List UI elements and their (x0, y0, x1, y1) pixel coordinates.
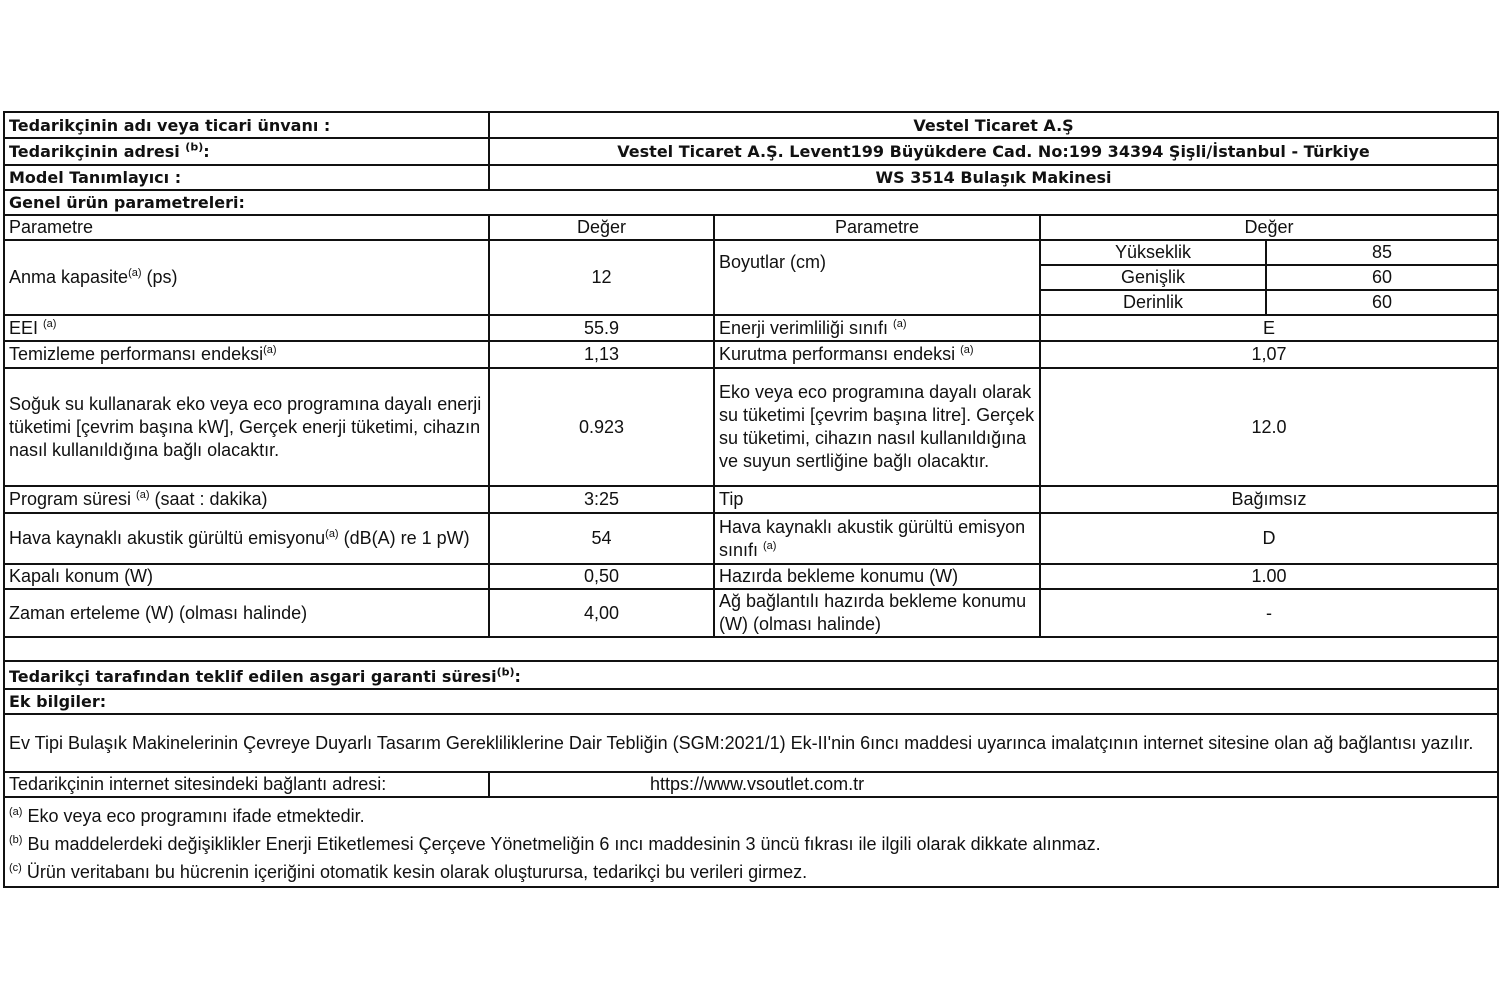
network-standby-value: - (1040, 589, 1498, 637)
capacity-label: Anma kapasite (9, 267, 129, 287)
footnote-b (9, 830, 1493, 858)
noise-class-value: D (1040, 513, 1498, 564)
empty-cell (4, 637, 1498, 661)
cleaning-label: Temizleme performansı endeksi (9, 344, 264, 364)
cleaning-label-cell (4, 341, 489, 368)
col-header-parameter-2: Parametre (714, 215, 1040, 240)
eei-row (4, 315, 1498, 341)
cleaning-row (4, 341, 1498, 368)
delay-start-value: 4,00 (489, 589, 714, 637)
capacity-unit: (ps) (141, 267, 178, 287)
capacity-value: 12 (489, 240, 714, 315)
dimension-depth-label: Derinlik (1040, 290, 1266, 315)
website-label: Tedarikçinin internet sitesindeki bağlantı adresi: (4, 772, 489, 797)
header-row (4, 215, 1498, 240)
noise-label-cell (4, 513, 489, 564)
dimension-height-label: Yükseklik (1040, 240, 1266, 265)
energy-consumption-value: 0.923 (489, 368, 714, 486)
energy-class-label: Enerji verimliliği sınıfı (719, 317, 894, 338)
product-table (3, 111, 1499, 888)
energy-consumption-label: Soğuk su kullanarak eko veya eco programına dayalı enerji tüketimi [çevrim başına kW], Gerçek enerji tüketimi, cihazın nasıl kullanıldığına bağlı olacaktır. (4, 368, 489, 486)
model-value: WS 3514 Bulaşık Makinesi (489, 165, 1498, 190)
type-value: Bağımsız (1040, 486, 1498, 513)
dimension-width-label: Genişlik (1040, 265, 1266, 290)
footnote-c-mark: (c) (9, 862, 22, 874)
website-value-cell (489, 772, 1498, 797)
drying-value: 1,07 (1040, 341, 1498, 368)
drying-label-cell (714, 341, 1040, 368)
warranty-label-cell (4, 661, 1498, 689)
warranty-label: Tedarikçi tarafından teklif edilen asgari garanti süresi (9, 667, 497, 686)
consumption-row (4, 368, 1498, 486)
type-label: Tip (714, 486, 1040, 513)
eei-label-cell (4, 315, 489, 341)
model-row (4, 165, 1498, 190)
off-mode-value: 0,50 (489, 564, 714, 589)
warranty-colon: : (514, 667, 521, 686)
eei-value: 55.9 (489, 315, 714, 341)
additional-title-row (4, 689, 1498, 714)
footnote-ref-a: (a) (325, 528, 339, 540)
supplier-address-value: Vestel Ticaret A.Ş. Levent199 Büyükdere Cad. No:199 34394 Şişli/İstanbul - Türkiye (489, 138, 1498, 165)
program-duration-unit: (saat : dakika) (149, 489, 268, 509)
program-duration-value: 3:25 (489, 486, 714, 513)
energy-class-label-cell (714, 315, 1040, 341)
delay-start-label: Zaman erteleme (W) (olması halinde) (4, 589, 489, 637)
additional-text-row (4, 714, 1498, 772)
footnote-b-text: Bu maddelerdeki değişiklikler Enerji Etiketlemesi Çerçeve Yönetmeliğin 6 ıncı maddesinin 3 üncü fıkrası ile ilgili olarak dikkate alınmaz. (22, 834, 1101, 854)
supplier-address-label: Tedarikçinin adresi (9, 142, 180, 161)
model-label: Model Tanımlayıcı : (4, 165, 489, 190)
website-link[interactable]: https://www.vsoutlet.com.tr (650, 774, 865, 794)
supplier-address-label-cell (4, 138, 489, 165)
additional-text: Ev Tipi Bulaşık Makinelerinin Çevreye Duyarlı Tasarım Gerekliliklerine Dair Tebliğin (SGM:2021/1) Ek-II'nin 6ıncı maddesi uyarınca imalatçının internet sitesine olan ağ bağlantısı yazılır. (4, 714, 1498, 772)
dimensions-label: Boyutlar (cm) (714, 240, 1040, 315)
standby-label: Hazırda bekleme konumu (W) (714, 564, 1040, 589)
footnote-ref-a: (a) (128, 267, 142, 279)
standby-value: 1.00 (1040, 564, 1498, 589)
eei-label: EEI (9, 317, 44, 338)
capacity-label-cell (4, 240, 489, 315)
noise-unit: (dB(A) re 1 pW) (338, 528, 470, 548)
capacity-row (4, 240, 1498, 265)
additional-title: Ek bilgiler: (4, 689, 1498, 714)
program-duration-label-cell (4, 486, 489, 513)
footnote-ref-b: (b) (496, 665, 515, 679)
footnote-a (9, 802, 1493, 830)
spacer-row (4, 637, 1498, 661)
footnote-ref-a: (a) (263, 344, 277, 356)
footnotes-cell (4, 797, 1498, 887)
noise-class-label: Hava kaynaklı akustik gürültü emisyon sınıfı (719, 516, 1026, 560)
noise-class-label-cell (714, 513, 1040, 564)
general-section-row (4, 190, 1498, 215)
supplier-name-row (4, 112, 1498, 138)
website-row (4, 772, 1498, 797)
noise-value: 54 (489, 513, 714, 564)
noise-label: Hava kaynaklı akustik gürültü emisyonu (9, 528, 326, 548)
footnote-ref-a: (a) (136, 489, 150, 501)
program-duration-label: Program süresi (9, 489, 137, 509)
supplier-address-row (4, 138, 1498, 165)
cleaning-value: 1,13 (489, 341, 714, 368)
footnote-a-text: Eko veya eco programını ifade etmektedir. (22, 806, 365, 826)
footnote-ref-b: (b) (185, 140, 204, 154)
energy-class-value: E (1040, 315, 1498, 341)
col-header-value: Değer (489, 215, 714, 240)
supplier-name-label: Tedarikçinin adı veya ticari ünvanı : (4, 112, 489, 138)
noise-row (4, 513, 1498, 564)
footnotes-row (4, 797, 1498, 887)
footnote-ref-a: (a) (893, 317, 907, 330)
footnote-c (9, 858, 1493, 886)
program-duration-row (4, 486, 1498, 513)
footnote-ref-a: (a) (763, 539, 777, 552)
dimension-depth-value: 60 (1266, 290, 1498, 315)
off-mode-label: Kapalı konum (W) (4, 564, 489, 589)
dimension-height-value: 85 (1266, 240, 1498, 265)
product-information-sheet (3, 111, 1497, 888)
footnote-b-mark: (b) (9, 834, 23, 846)
dimension-width-value: 60 (1266, 265, 1498, 290)
col-header-parameter: Parametre (4, 215, 489, 240)
off-mode-row (4, 564, 1498, 589)
footnote-ref-a: (a) (960, 344, 974, 356)
drying-label: Kurutma performansı endeksi (719, 344, 961, 364)
footnote-ref-a: (a) (43, 317, 57, 330)
warranty-row (4, 661, 1498, 689)
footnote-c-text: Ürün veritabanı bu hücrenin içeriğini otomatik kesin olarak oluşturursa, tedarikçi bu verileri girmez. (21, 862, 808, 882)
network-standby-label: Ağ bağlantılı hazırda bekleme konumu (W) (olması halinde) (714, 589, 1040, 637)
general-section-title: Genel ürün parametreleri: (4, 190, 1498, 215)
water-consumption-value: 12.0 (1040, 368, 1498, 486)
footnote-a-mark: (a) (9, 806, 23, 818)
col-header-value-2: Değer (1040, 215, 1498, 240)
delay-row (4, 589, 1498, 637)
water-consumption-label: Eko veya eco programına dayalı olarak su tüketimi [çevrim başına litre]. Gerçek su tüketimi, cihazın nasıl kullanıldığına ve suyun sertliğine bağlı olacaktır. (714, 368, 1040, 486)
supplier-address-colon: : (203, 142, 210, 161)
supplier-name-value: Vestel Ticaret A.Ş (489, 112, 1498, 138)
